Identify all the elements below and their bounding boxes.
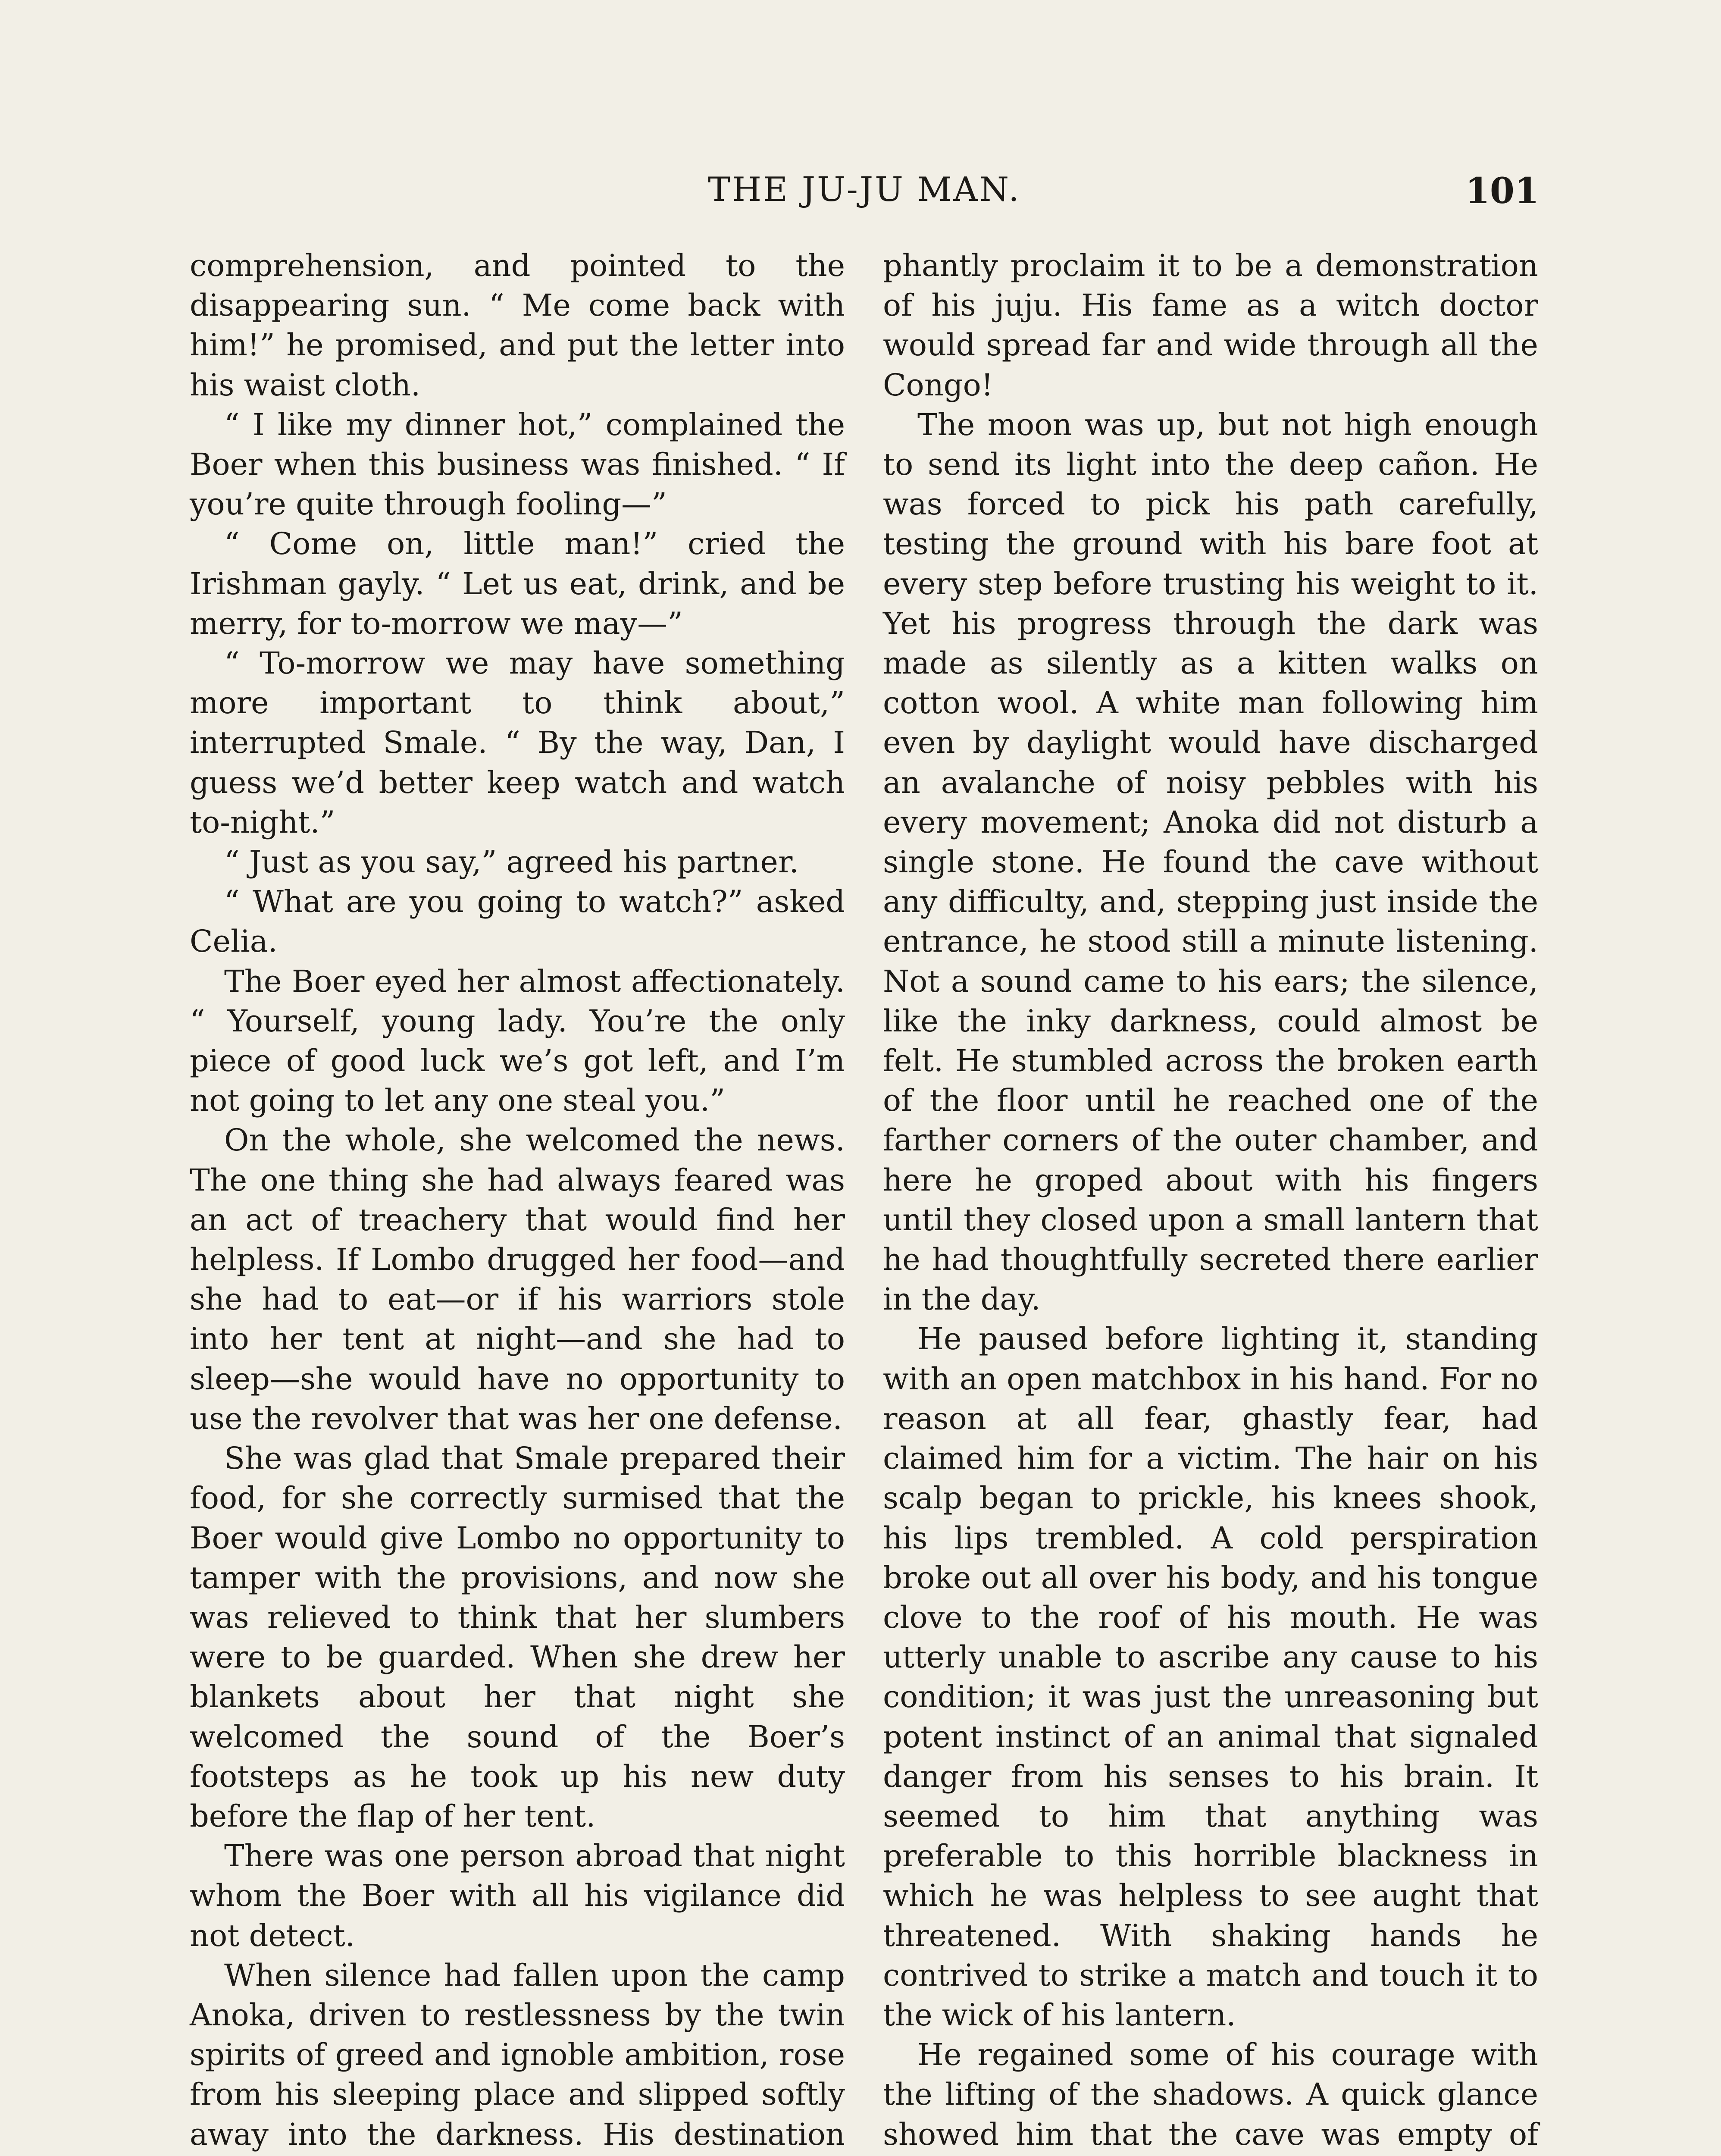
paragraph: He paused before lighting it, standing with an open matchbox in his hand. For no reason at all fear, ghastly fear, had claimed him for a victim. The hair on his scalp began to prickle, his knees shook, his lips trembled. A cold perspiration broke out all over his body, and his tongue clove to the roof of his mouth. He was utterly unable to ascribe any cause to his condition; it was just the unreasoning but potent instinct of an animal that signaled danger from his senses to his brain. It seemed to him that anything was preferable to this horrible blackness in which he was helpless to see aught that threatened. With shaking hands he contrived to strike a match and touch it to the wick of his lantern. xyxy=(883,1321,1538,2033)
text-columns xyxy=(190,246,1539,2156)
running-head xyxy=(190,170,1539,222)
right-column xyxy=(883,246,1538,2156)
paragraph: “ I like my dinner hot,” complained the Boer when this business was finished. “ If you’re quite through fooling—” xyxy=(190,407,845,522)
paragraph: “ What are you going to watch?” asked Celia. xyxy=(190,884,845,959)
left-column xyxy=(190,246,845,2156)
paragraph: On the whole, she welcomed the news. The one thing she had always feared was an act of treachery that would find her helpless. If Lombo drugged her food—and she had to eat—or if his warriors stole into her tent at night—and she had to sleep—she would have no opportunity to use the revolver that was her one defense. xyxy=(190,1122,845,1436)
paragraph: comprehension, and pointed to the disappearing sun. “ Me come back with him!” he promised, and put the letter into his waist cloth. xyxy=(190,248,845,403)
paragraph: “ To-morrow we may have something more important to think about,” interrupted Smale. “ By the way, Dan, I guess we’d better keep watch and watch to-night.” xyxy=(190,646,845,840)
page-number: 101 xyxy=(1465,170,1539,212)
paragraph: The Boer eyed her almost affectionately. “ Yourself, young lady. You’re the only piece of good luck we’s got left, and I’m not going to let any one steal you.” xyxy=(190,963,845,1119)
paragraph: The moon was up, but not high enough to send its light into the deep cañon. He was forced to pick his path carefully, testing the ground with his bare foot at every step before trusting his weight to it. Yet his progress through the dark was made as silently as a kitten walks on cotton wool. A white man following him even by daylight would have discharged an avalanche of noisy pebbles with his every movement; Anoka did not disturb a single stone. He found the cave without any difficulty, and, stepping just inside the entrance, he stood still a minute listening. Not a sound came to his ears; the silence, like the inky darkness, could almost be felt. He stumbled across the broken earth of the floor until he reached one of the farther corners of the outer chamber, and here he groped about with his fingers until they closed upon a small lantern that he had thoughtfully secreted there earlier in the day. xyxy=(883,407,1538,1317)
running-title: THE JU-JU MAN. xyxy=(708,170,1021,209)
paragraph: He regained some of his courage with the lifting of the shadows. A quick glance showed him that the cave was empty of xyxy=(883,2037,1538,2152)
paragraph: phantly proclaim it to be a demonstration of his juju. His fame as a witch doctor would spread far and wide through all the Congo! xyxy=(883,248,1538,403)
paragraph: When silence had fallen upon the camp Anoka, driven to restlessness by the twin spirits of greed and ignoble ambition, rose from his sleeping place and slipped softly away into the darkness. His destination xyxy=(190,1957,845,2152)
paragraph: There was one person abroad that night whom the Boer with all his vigilance did not detect. xyxy=(190,1838,845,1953)
paragraph: She was glad that Smale prepared their food, for she correctly surmised that the Boer would give Lombo no opportunity to tamper with the provisions, and now she was relieved to think that her slumbers were to be guarded. When she drew her blankets about her that night she welcomed the sound of the Boer’s footsteps as he took up his new duty before the flap of her tent. xyxy=(190,1441,845,1834)
paragraph: “ Come on, little man!” cried the Irishman gayly. “ Let us eat, drink, and be merry, for to-morrow we may—” xyxy=(190,526,845,641)
paragraph: “ Just as you say,” agreed his partner. xyxy=(224,844,799,880)
